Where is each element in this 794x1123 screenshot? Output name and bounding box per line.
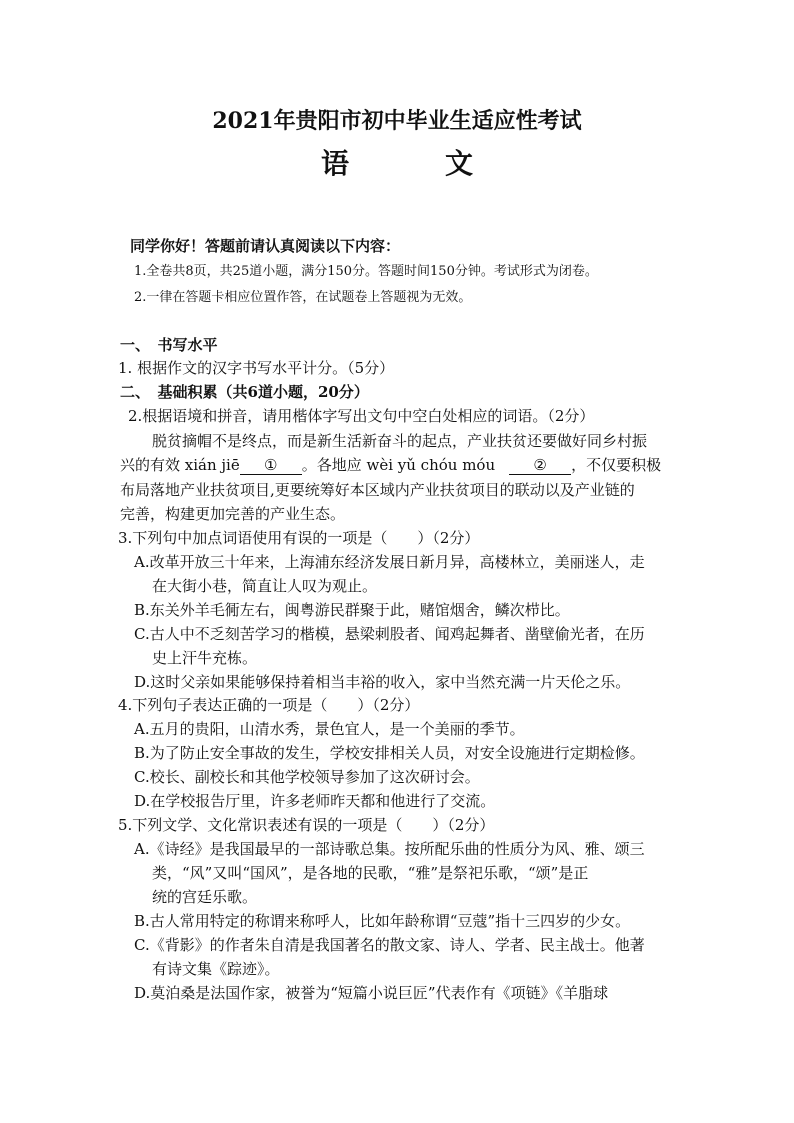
question-1: 1. 根据作文的汉字书写水平计分。（5分） xyxy=(118,359,395,377)
section-heading-1: 一、 书写水平 xyxy=(120,336,218,354)
question-2-stem: 2.根据语境和拼音，请用楷体字写出文句中空白处相应的词语。（2分） xyxy=(128,407,595,425)
question-5-option-a: A.《诗经》是我国最早的一部诗歌总集。按所配乐曲的性质分为风、雅、颂三 xyxy=(134,840,645,858)
question-4-option-d: D.在学校报告厅里，许多老师昨天都和他进行了交流。 xyxy=(134,792,496,810)
answer-blank-2[interactable]: ② xyxy=(509,457,571,475)
question-2-text-part: 。各地应 wèi yǔ chóu móu xyxy=(301,456,496,474)
question-3-option-c: C.古人中不乏刻苦学习的楷模，悬梁刺股者、闻鸡起舞者、凿壁偷光者，在历 xyxy=(134,625,645,643)
question-5-option-a-cont: 类，“风”又叫“国风”，是各地的民歌，“雅”是祭祀乐歌，“颂”是正 xyxy=(152,864,589,882)
question-3-option-d: D.这时父亲如果能够保持着相当丰裕的收入，家中当然充满一片天伦之乐。 xyxy=(134,673,631,691)
question-5-option-b: B.古人常用特定的称谓来称呼人，比如年龄称谓“豆蔻”指十三四岁的少女。 xyxy=(134,912,631,930)
question-4-option-b: B.为了防止安全事故的发生，学校安排相关人员，对安全设施进行定期检修。 xyxy=(134,744,645,762)
question-4-stem: 4.下列句子表达正确的一项是（ ）（2分） xyxy=(118,696,420,714)
question-3-option-b: B.东关外羊毛衕左右，闽粤游民群聚于此，赌馆烟舍，鳞次栉比。 xyxy=(134,601,570,619)
question-3-stem: 3.下列句中加点词语使用有误的一项是（ ）（2分） xyxy=(118,529,480,547)
notice-item-1: 1.全卷共8页，共25道小题，满分150分。答题时间150分钟。考试形式为闭卷。 xyxy=(134,264,598,279)
question-2-text-part: ，不仅要积极 xyxy=(571,456,662,474)
question-3-option-a: A.改革开放三十年来，上海浦东经济发展日新月异，高楼林立，美丽迷人，走 xyxy=(134,553,645,571)
question-4-option-c: C.校长、副校长和其他学校领导参加了这次研讨会。 xyxy=(134,768,480,786)
question-3-option-c-cont: 史上汗牛充栋。 xyxy=(152,649,258,667)
question-2-text: 完善，构建更加完善的产业生态。 xyxy=(120,505,346,523)
question-5-option-c-cont: 有诗文集《踪迹》。 xyxy=(152,960,280,978)
question-3-option-a-cont: 在大街小巷，简直让人叹为观止。 xyxy=(152,577,378,595)
notice-item-2: 2.一律在答题卡相应位置作答，在试题卷上答题视为无效。 xyxy=(134,290,472,305)
question-5-option-a-cont: 统的宫廷乐歌。 xyxy=(152,888,258,906)
question-2-text: 脱贫摘帽不是终点，而是新生活新奋斗的起点，产业扶贫还要做好同乡村振 xyxy=(152,432,648,450)
question-5-option-d: D.莫泊桑是法国作家，被誉为“短篇小说巨匠”代表作有《项链》《羊脂球 xyxy=(134,984,609,1002)
question-2-text: 布局落地产业扶贫项目,更要统筹好本区域内产业扶贫项目的联动以及产业链的 xyxy=(120,481,635,499)
question-2-text xyxy=(120,455,794,475)
question-2-text-part: 兴的有效 xián jiē xyxy=(120,456,240,474)
section-heading-2: 二、 基础积累（共6道小题，20分） xyxy=(120,383,369,401)
answer-blank-1[interactable]: ① xyxy=(240,457,302,475)
question-5-stem: 5.下列文学、文化常识表述有误的一项是（ ）（2分） xyxy=(118,816,495,834)
question-4-option-a: A.五月的贵阳，山清水秀，景色宜人，是一个美丽的季节。 xyxy=(134,720,525,738)
exam-title: 2021年贵阳市初中毕业生适应性考试 xyxy=(212,108,582,134)
question-5-option-c: C.《背影》的作者朱自清是我国著名的散文家、诗人、学者、民主战士。他著 xyxy=(134,936,645,954)
subject-title: 语 文 xyxy=(320,147,507,180)
notice-heading: 同学你好！答题前请认真阅读以下内容： xyxy=(130,237,401,255)
